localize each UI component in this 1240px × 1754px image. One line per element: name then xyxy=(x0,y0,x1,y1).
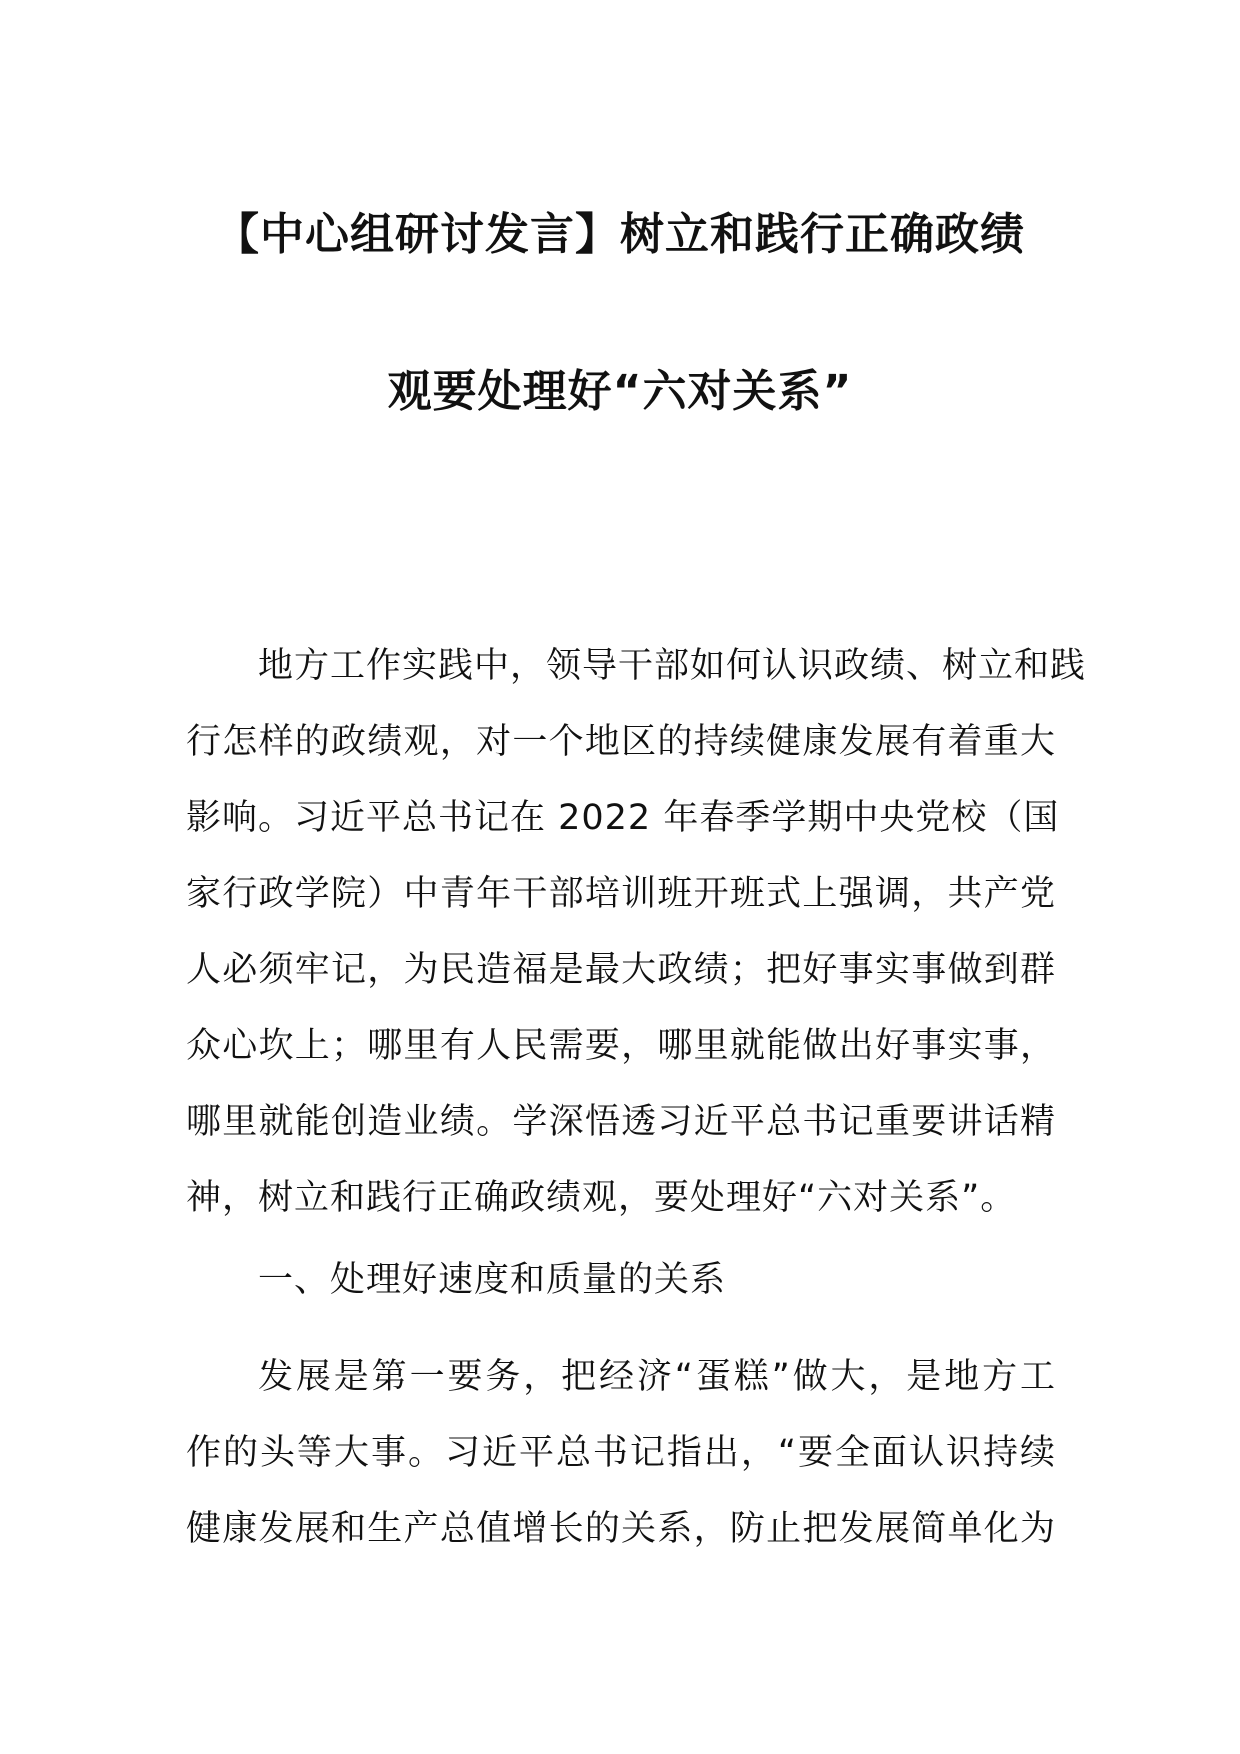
document-title-line-2: 观要处理好“六对关系” xyxy=(387,366,853,417)
paragraph-line: 发展是第一要务，把经济“蛋糕”做大，是地方工 xyxy=(258,1357,1056,1397)
paragraph-line: 健康发展和生产总值增长的关系，防止把发展简单化为 xyxy=(186,1509,1056,1549)
paragraph-line: 家行政学院）中青年干部培训班开班式上强调，共产党 xyxy=(186,874,1056,914)
paragraph-line: 众心坎上；哪里有人民需要，哪里就能做出好事实事， xyxy=(186,1026,1056,1066)
document-title-line-1: 【中心组研讨发言】树立和践行正确政绩 xyxy=(215,209,1025,260)
section-heading: 一、处理好速度和质量的关系 xyxy=(258,1260,727,1300)
paragraph-line: 人必须牢记，为民造福是最大政绩；把好事实事做到群 xyxy=(186,950,1056,990)
paragraph-line: 哪里就能创造业绩。学深悟透习近平总书记重要讲话精 xyxy=(186,1102,1056,1142)
paragraph-line: 行怎样的政绩观，对一个地区的持续健康发展有着重大 xyxy=(186,722,1056,762)
paragraph-line: 影响。习近平总书记在 2022 年春季学期中央党校（国 xyxy=(186,798,1060,838)
paragraph-section-1 xyxy=(186,1339,1056,1567)
paragraph-intro xyxy=(186,628,1087,1236)
paragraph-line: 作的头等大事。习近平总书记指出，“要全面认识持续 xyxy=(186,1433,1056,1473)
paragraph-line: 地方工作实践中，领导干部如何认识政绩、树立和践 xyxy=(258,646,1087,686)
paragraph-line: 神，树立和践行正确政绩观，要处理好“六对关系”。 xyxy=(186,1178,1017,1218)
